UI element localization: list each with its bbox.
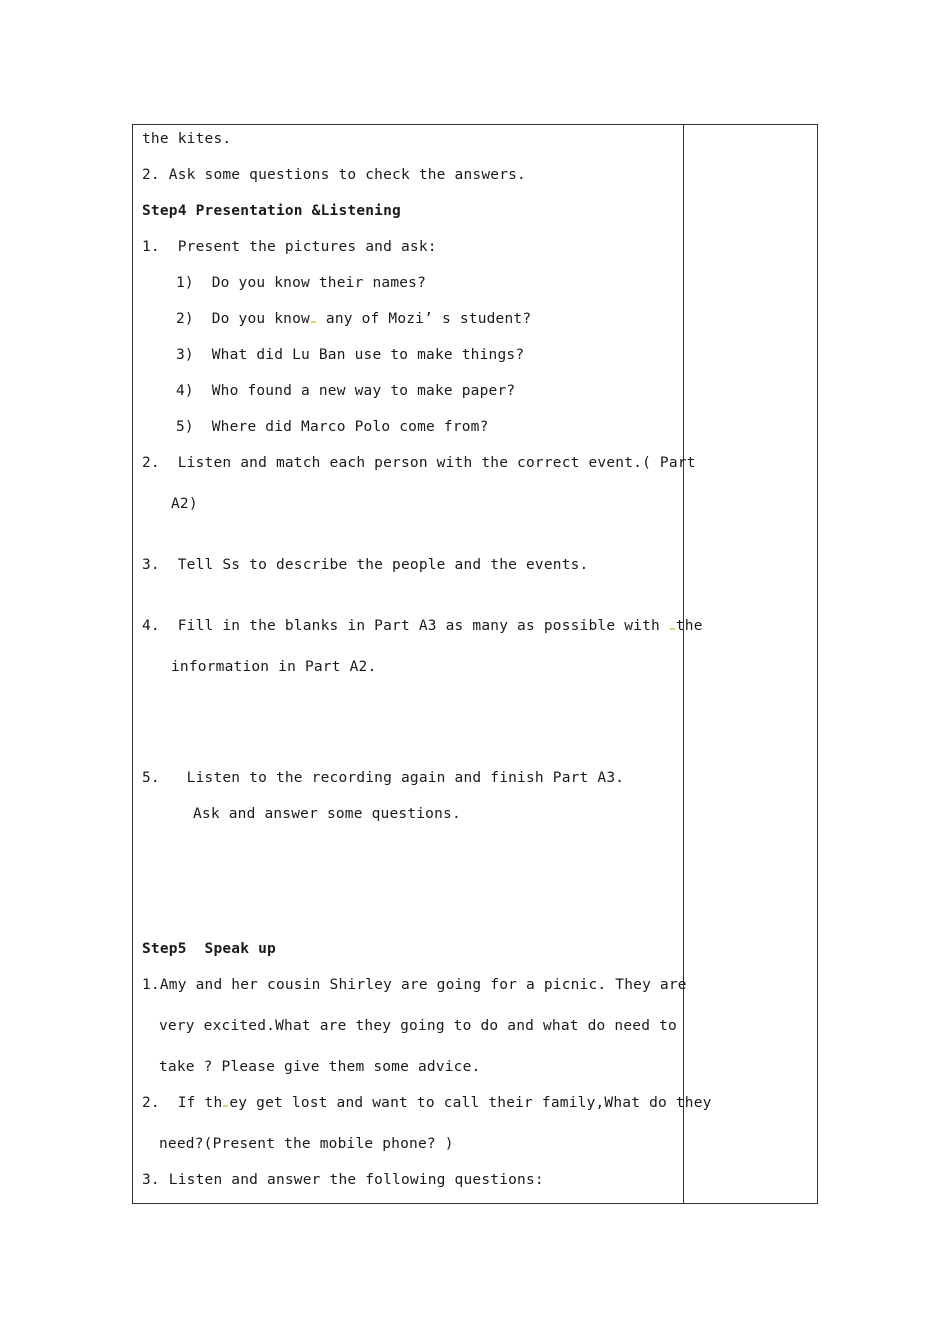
column-divider (683, 125, 684, 1203)
text-line: 5. Listen to the recording again and finish Part A3. (142, 770, 625, 786)
text-line (142, 1094, 712, 1112)
question-1: 1) Do you know their names? (176, 275, 427, 291)
text-line: 2. Listen and match each person with the correct event.( Part (142, 455, 696, 471)
text-line: 2. Ask some questions to check the answers. (142, 167, 526, 183)
highlight-mark (223, 1105, 228, 1107)
highlight-mark (311, 321, 316, 323)
text-line: take ? Please give them some advice. (159, 1059, 481, 1075)
text-line: very excited.What are they going to do and what do need to (159, 1018, 677, 1034)
text-line: information in Part A2. (171, 659, 377, 675)
text-line: the kites. (142, 131, 232, 147)
question-5: 5) Where did Marco Polo come from? (176, 419, 489, 435)
lesson-table (132, 124, 818, 1204)
text-line: need?(Present the mobile phone? ) (159, 1136, 454, 1152)
text-line: 3. Listen and answer the following questions: (142, 1172, 544, 1188)
question-2-part-b: any of Mozi’ s student? (316, 311, 532, 327)
step5-heading: Step5 Speak up (142, 941, 276, 957)
text-line: Ask and answer some questions. (193, 806, 461, 822)
question-3: 3) What did Lu Ban use to make things? (176, 347, 525, 363)
question-4: 4) Who found a new way to make paper? (176, 383, 516, 399)
text-line: 1. Present the pictures and ask: (142, 239, 437, 255)
question-2 (176, 310, 531, 328)
step4-heading: Step4 Presentation &Listening (142, 203, 401, 219)
text-line: 3. Tell Ss to describe the people and the events. (142, 557, 589, 573)
text-line: A2) (171, 496, 198, 512)
text-part: ey get lost and want to call their family,What do they (229, 1095, 712, 1111)
highlight-mark (670, 628, 675, 630)
text-part: the (675, 618, 703, 634)
text-line (142, 617, 703, 635)
text-part: 2. If th (142, 1095, 223, 1111)
question-2-part-a: 2) Do you know (176, 311, 310, 327)
text-part: 4. Fill in the blanks in Part A3 as many as possible with (142, 618, 669, 634)
text-line: 1.Amy and her cousin Shirley are going for a picnic. They are (142, 977, 687, 993)
